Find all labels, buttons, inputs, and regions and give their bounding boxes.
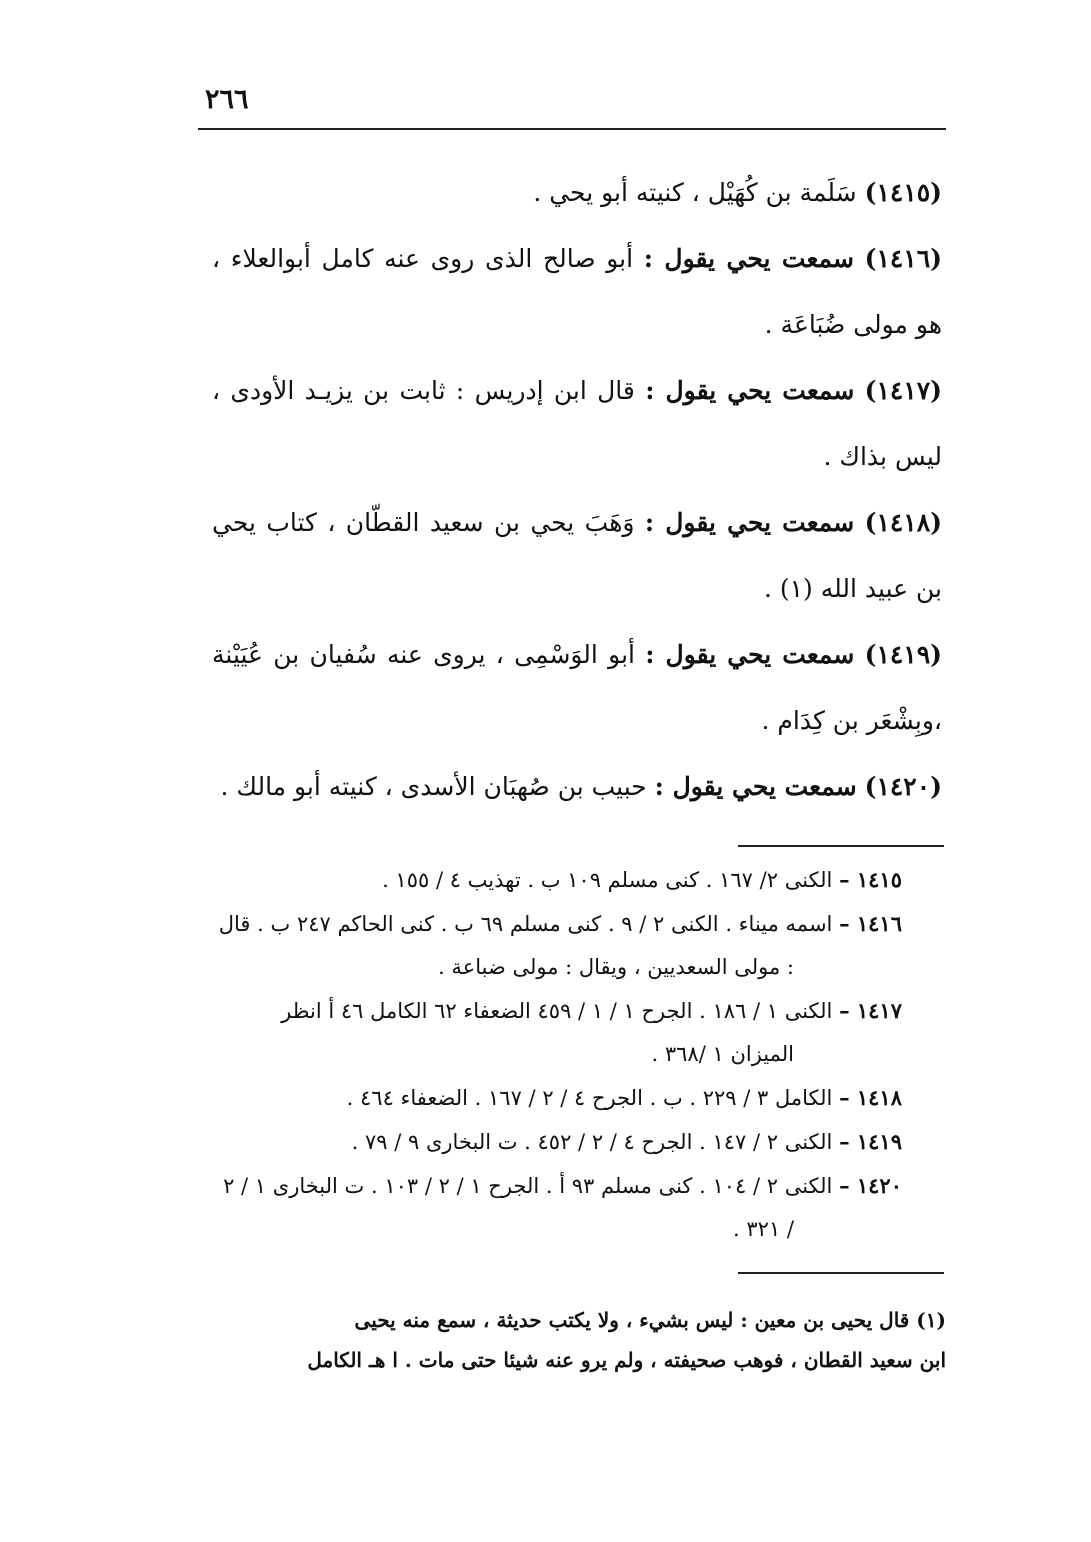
entry-number: (١٤١٨)	[864, 508, 943, 537]
source-text: الكنى ١ / ١٨٦ . الجرح ١ / ١ / ٤٥٩ الضعفاء ٦٢ الكامل ٤٦ أ انظر الميزان ١ /٣٦٨ .	[281, 999, 833, 1066]
entry-lead: سمعت يحي يقول :	[645, 376, 855, 405]
header-rule	[198, 128, 946, 130]
source-number: ١٤٢٠ –	[839, 1173, 902, 1198]
footnote-divider	[738, 1272, 944, 1274]
entry-text: حبيب بن صُهبَان الأسدى ، كنيته أبو مالك .	[220, 772, 647, 801]
entry-text: قال ابن إدريس : ثابت بن يزيـد الأودى ، ليس بذاك .	[212, 376, 942, 471]
entry-number: (١٤١٦)	[864, 244, 942, 273]
source-1418	[212, 1076, 902, 1120]
entry-number: (١٤١٥)	[864, 178, 942, 207]
entry-lead: سمعت يحي يقول :	[654, 772, 857, 801]
source-1417	[212, 989, 902, 1076]
footnote-line-2: ابن سعيد القطان ، فوهب صحيفته ، ولم يرو عنه شيئا حتى مات . ا هـ الكامل	[307, 1348, 946, 1372]
source-number: ١٤١٥ –	[839, 867, 902, 892]
entry-text: وَهَبَ يحي بن سعيد القطّان ، كتاب يحي بن عبيد الله (١) .	[212, 508, 942, 603]
source-number: ١٤١٨ –	[839, 1085, 902, 1110]
entry-1420	[212, 754, 942, 820]
entry-lead: سمعت يحي يقول :	[643, 244, 854, 273]
sources-divider	[738, 845, 944, 847]
source-text: الكنى ٢ / ١٤٧ . الجرح ٤ / ٢ / ٤٥٢ . ت البخارى ٩ / ٧٩ .	[351, 1130, 833, 1154]
entry-lead: سمعت يحي يقول :	[645, 640, 855, 669]
entry-1415	[212, 160, 942, 226]
source-references	[212, 858, 902, 1251]
source-1416	[212, 902, 902, 989]
entry-1418	[212, 490, 942, 622]
entry-number: (١٤١٧)	[864, 376, 943, 405]
entry-text: سَلَمة بن كُهَيْل ، كنيته أبو يحي .	[533, 178, 857, 207]
source-1419	[212, 1120, 902, 1164]
narration-entries	[212, 160, 942, 820]
source-1415	[212, 858, 902, 902]
source-number: ١٤١٩ –	[839, 1129, 902, 1154]
entry-1417	[212, 358, 942, 490]
entry-number: (١٤١٩)	[864, 640, 942, 669]
entry-lead: سمعت يحي يقول :	[644, 508, 855, 537]
source-text: اسمه ميناء . الكنى ٢ / ٩ . كنى مسلم ٦٩ ب . كنى الحاكم ٢٤٧ ب . قال : مولى السعديين ، ويقال : مولى ضباعة .	[218, 912, 833, 979]
entry-number: (١٤٢٠)	[864, 772, 942, 801]
entry-1419	[212, 622, 942, 754]
source-number: ١٤١٦ –	[839, 911, 902, 936]
footnote	[198, 1300, 946, 1380]
entry-1416	[212, 226, 942, 358]
entry-text: أبو الوَسْمِى ، يروى عنه سُفيان بن عُيَيْنة ،وبِشْعَر بن كِدَام .	[212, 640, 942, 735]
entry-text: أبو صالح الذى روى عنه كامل أبوالعلاء ، هو مولى ضُبَاعَة .	[212, 244, 942, 339]
source-text: الكنى ٢/ ١٦٧ . كنى مسلم ١٠٩ ب . تهذيب ٤ / ١٥٥ .	[382, 868, 833, 892]
source-number: ١٤١٧ –	[839, 998, 902, 1023]
footnote-line-1: (١) قال يحيى بن معين : ليس بشيء ، ولا يكتب حديثة ، سمع منه يحيى	[354, 1308, 946, 1332]
source-1420	[212, 1164, 902, 1251]
page-number: ٢٦٦	[205, 84, 249, 115]
source-text: الكنى ٢ / ١٠٤ . كنى مسلم ٩٣ أ . الجرح ١ / ٢ / ١٠٣ . ت البخارى ١ / ٢ / ٣٢١ .	[223, 1174, 833, 1241]
source-text: الكامل ٣ / ٢٢٩ . ب . الجرح ٤ / ٢ / ١٦٧ . الضعفاء ٤٦٤ .	[346, 1086, 833, 1110]
